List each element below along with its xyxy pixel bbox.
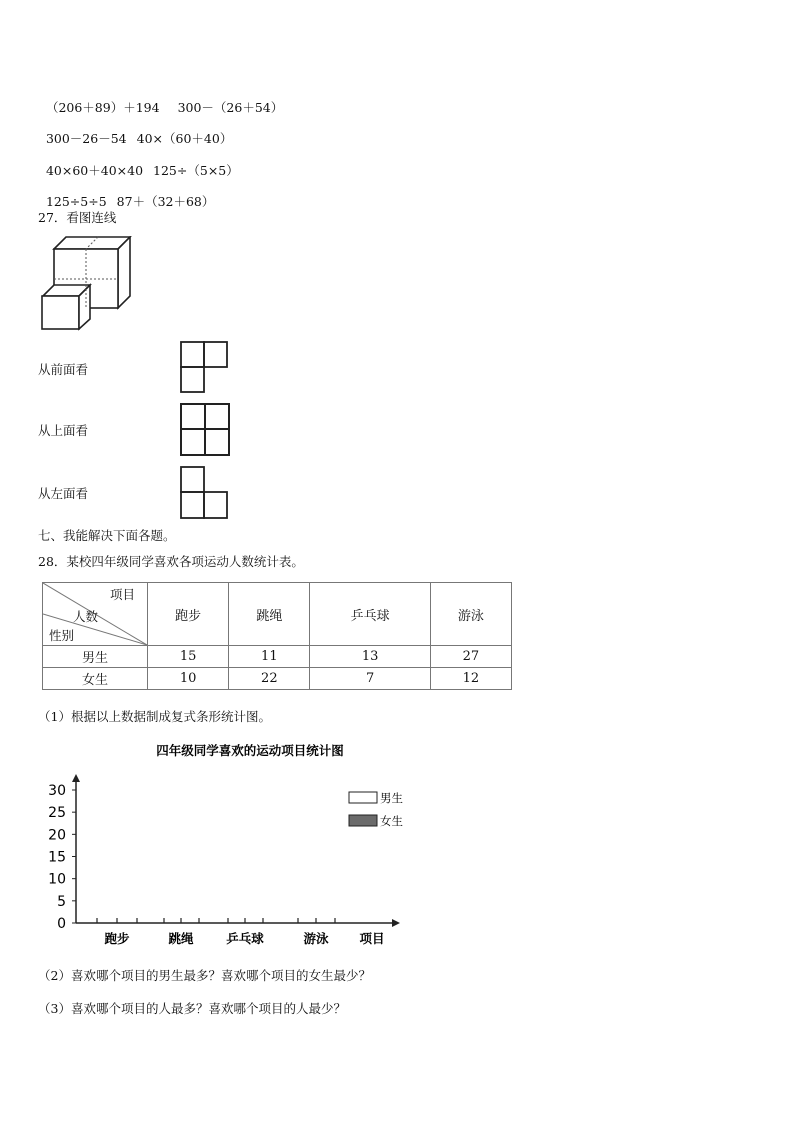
expression: 300－26－54 <box>45 131 127 146</box>
legend-swatch <box>349 815 377 826</box>
table-cell: 22 <box>229 668 310 690</box>
y-tick-label: 10 <box>48 871 66 888</box>
bar-chart <box>36 740 416 955</box>
table-cell: 10 <box>148 668 229 690</box>
x-axis-label: 项目 <box>359 931 385 946</box>
corner-label-item: 项目 <box>109 587 135 602</box>
x-category-label: 跳绳 <box>168 931 194 946</box>
x-category-label: 跑步 <box>104 931 130 946</box>
view-shape-1[interactable] <box>179 340 231 394</box>
table-row <box>43 646 512 668</box>
expression-row-4 <box>38 177 214 210</box>
x-category-label: 游泳 <box>303 931 329 946</box>
table-cell: 12 <box>430 668 511 690</box>
expression: 125÷（5×5） <box>153 163 239 178</box>
question-28-title: 28．某校四年级同学喜欢各项运动人数统计表。 <box>38 554 304 569</box>
column-header: 乒乓球 <box>310 583 430 646</box>
x-category-label: 乒乓球 <box>226 931 264 946</box>
question-27-title: 27．看图连线 <box>38 210 117 225</box>
y-tick-label: 15 <box>48 849 66 866</box>
x-axis-arrow <box>392 919 400 927</box>
view-label-top: 从上面看 <box>38 423 89 438</box>
table-row <box>43 668 512 690</box>
expression: 40×60＋40×40 <box>45 163 144 178</box>
sub-question-1: （1）根据以上数据制成复式条形统计图。 <box>38 709 271 724</box>
y-tick-label: 30 <box>48 783 66 799</box>
expression-row-1 <box>38 83 283 116</box>
sports-stats-table <box>42 582 512 690</box>
expression: （206＋89）＋194 <box>45 100 160 115</box>
y-tick-label: 25 <box>48 805 66 822</box>
column-header: 跑步 <box>148 583 229 646</box>
legend-swatch <box>349 792 377 803</box>
sub-question-2: （2）喜欢哪个项目的男生最多？喜欢哪个项目的女生最少？ <box>38 968 371 983</box>
cube-figure <box>38 236 132 332</box>
table-cell: 11 <box>229 646 310 668</box>
expression-row-3 <box>38 146 239 179</box>
corner-label-gender: 性别 <box>49 628 75 643</box>
corner-label-count: 人数 <box>73 609 99 624</box>
view-shape-2[interactable] <box>179 402 233 458</box>
table-cell: 27 <box>430 646 511 668</box>
chart-canvas <box>36 740 416 955</box>
expression-row-2 <box>38 114 232 147</box>
y-tick-label: 20 <box>48 827 66 844</box>
table-cell: 13 <box>310 646 430 668</box>
expression: 300－（26＋54） <box>177 100 284 115</box>
row-label: 女生 <box>43 668 148 690</box>
table-corner-cell <box>43 583 148 646</box>
expression: 125÷5÷5 <box>45 194 107 209</box>
sub-question-3: （3）喜欢哪个项目的人最多？喜欢哪个项目的人最少？ <box>38 1001 346 1016</box>
column-header: 游泳 <box>430 583 511 646</box>
chart-title: 四年级同学喜欢的运动项目统计图 <box>156 743 344 758</box>
expression: 40×（60＋40） <box>136 131 233 146</box>
legend-label: 男生 <box>380 791 403 805</box>
row-label: 男生 <box>43 646 148 668</box>
view-label-front: 从前面看 <box>38 362 89 377</box>
expression: 87＋（32＋68） <box>116 194 215 209</box>
legend-label: 女生 <box>380 814 403 828</box>
section-heading: 七、我能解决下面各题。 <box>38 528 176 543</box>
y-tick-label: 0 <box>57 916 66 932</box>
y-tick-label: 5 <box>57 893 66 910</box>
view-shape-3[interactable] <box>179 465 231 521</box>
table-cell: 7 <box>310 668 430 690</box>
y-axis-arrow <box>72 774 80 782</box>
view-label-left: 从左面看 <box>38 486 89 501</box>
column-header: 跳绳 <box>229 583 310 646</box>
table-cell: 15 <box>148 646 229 668</box>
